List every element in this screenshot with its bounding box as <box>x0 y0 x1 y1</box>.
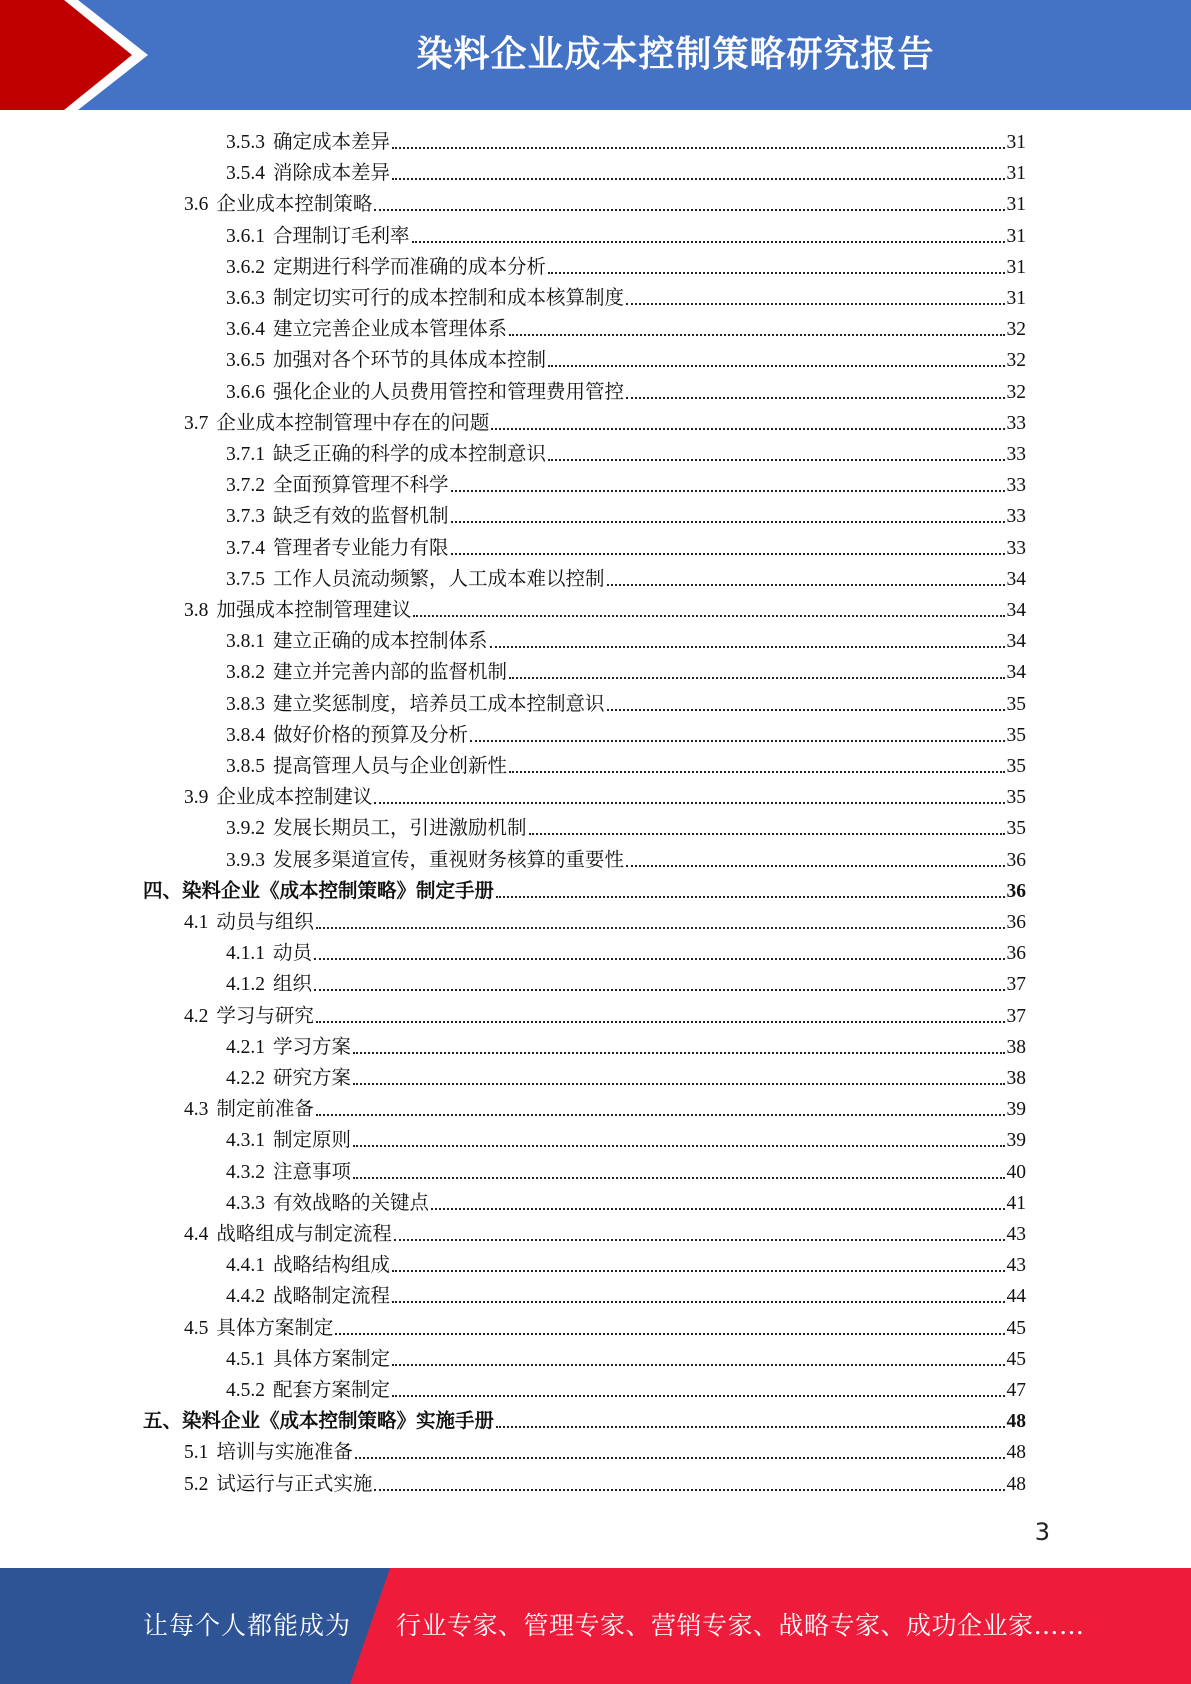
toc-dot-leader <box>509 334 1004 336</box>
toc-entry-number: 4.3.3 <box>226 1192 265 1214</box>
toc-entry-number: 3.8.2 <box>226 662 265 684</box>
toc-entry[interactable] <box>226 439 1026 470</box>
toc-entry-page: 31 <box>1006 288 1026 309</box>
page-footer <box>0 1568 1191 1684</box>
toc-entry-page: 35 <box>1006 756 1026 777</box>
toc-entry-title: 战略组成与制定流程 <box>216 1224 392 1245</box>
toc-entry-title: 动员 <box>273 943 313 965</box>
toc-entry-number: 4.4.1 <box>226 1255 265 1277</box>
toc-entry-number: 3.8.3 <box>226 693 265 715</box>
toc-entry-page: 32 <box>1006 350 1026 372</box>
toc-entry-number: 4.1 <box>184 912 209 933</box>
toc-entry[interactable] <box>184 1001 1026 1032</box>
toc-dot-leader <box>413 615 1004 617</box>
page-header <box>0 0 1191 110</box>
toc-entry-number: 四、 <box>143 880 183 902</box>
toc-entry-title: 企业成本控制策略 <box>216 194 373 216</box>
toc-dot-leader <box>355 1457 1005 1459</box>
toc-entry-title: 培训与实施准备 <box>216 1442 353 1464</box>
footer-slogan-left: 让每个人都能成为 <box>143 1611 352 1640</box>
toc-entry-title: 建立奖惩制度，培养员工成本控制意识 <box>273 693 605 715</box>
toc-entry-title: 定期进行科学而准确的成本分析 <box>273 256 547 278</box>
toc-entry[interactable] <box>226 283 1026 314</box>
toc-dot-leader <box>353 1177 1004 1179</box>
toc-entry-title: 学习与研究 <box>216 1005 314 1027</box>
toc-entry-title: 缺乏有效的监督机制 <box>273 506 449 528</box>
toc-entry-title: 企业成本控制管理中存在的问题 <box>216 412 490 434</box>
toc-entry[interactable] <box>226 1375 1026 1406</box>
toc-entry[interactable] <box>226 626 1026 657</box>
toc-entry[interactable] <box>226 314 1026 345</box>
document-title: 染料企业成本控制策略研究报告 <box>416 34 935 75</box>
toc-dot-leader <box>490 646 1005 648</box>
toc-entry-number: 5.1 <box>184 1442 209 1464</box>
toc-entry-number: 4.2.1 <box>226 1036 265 1058</box>
toc-entry-number: 3.6.4 <box>226 319 265 341</box>
toc-entry[interactable] <box>143 876 1026 907</box>
toc-entry-page: 45 <box>1006 1317 1026 1339</box>
toc-entry-number: 4.3.1 <box>226 1130 265 1152</box>
toc-dot-leader <box>374 209 1004 211</box>
toc-entry-page: 33 <box>1006 506 1026 528</box>
toc-entry-title: 动员与组织 <box>216 912 314 933</box>
toc-entry-page: 45 <box>1006 1348 1026 1370</box>
toc-dot-leader <box>626 865 1004 867</box>
toc-entry[interactable] <box>226 1250 1026 1281</box>
toc-entry-number: 3.6.3 <box>226 288 265 309</box>
toc-entry[interactable] <box>226 1157 1026 1188</box>
toc-entry-number: 3.7.1 <box>226 444 265 465</box>
toc-dot-leader <box>394 1239 1005 1241</box>
toc-entry-page: 34 <box>1006 600 1026 621</box>
toc-dot-leader <box>374 802 1004 804</box>
toc-dot-leader <box>353 1052 1004 1054</box>
toc-entry-page: 48 <box>1006 1411 1026 1433</box>
toc-dot-leader <box>529 833 1005 835</box>
toc-entry-title: 试运行与正式实施 <box>216 1473 373 1495</box>
toc-entry-number: 3.8.4 <box>226 724 265 746</box>
toc-entry-page: 39 <box>1006 1130 1026 1152</box>
toc-entry-number: 3.8.5 <box>226 756 265 777</box>
toc-dot-leader <box>392 1270 1004 1272</box>
toc-entry-page: 37 <box>1006 974 1026 996</box>
toc-dot-leader <box>335 1333 1004 1335</box>
toc-entry-page: 36 <box>1006 880 1026 902</box>
toc-dot-leader <box>451 553 1005 555</box>
toc-entry-page: 43 <box>1006 1224 1026 1245</box>
toc-entry-number: 4.5.1 <box>226 1348 265 1370</box>
toc-entry-page: 32 <box>1006 319 1026 341</box>
toc-dot-leader <box>548 272 1004 274</box>
chevron-arrow-icon <box>0 0 150 110</box>
toc-entry-number: 3.8 <box>184 600 209 621</box>
toc-dot-leader <box>412 241 1005 243</box>
toc-entry[interactable] <box>226 813 1026 844</box>
toc-entry[interactable] <box>226 1032 1026 1063</box>
toc-entry-number: 3.9 <box>184 787 209 809</box>
toc-entry-number: 3.6.2 <box>226 256 265 278</box>
toc-entry[interactable] <box>226 345 1026 376</box>
toc-dot-leader <box>451 490 1005 492</box>
toc-entry-number: 5.2 <box>184 1473 209 1495</box>
toc-entry-title: 制定原则 <box>273 1130 352 1152</box>
toc-entry-number: 3.7.3 <box>226 506 265 528</box>
toc-entry-number: 4.1.1 <box>226 943 265 965</box>
toc-entry-page: 40 <box>1006 1161 1026 1183</box>
toc-entry-page: 38 <box>1006 1068 1026 1089</box>
toc-entry-number: 4.1.2 <box>226 974 265 996</box>
toc-dot-leader <box>509 771 1004 773</box>
toc-entry-title: 提高管理人员与企业创新性 <box>273 756 508 777</box>
toc-entry-page: 31 <box>1006 256 1026 278</box>
toc-entry-title: 学习方案 <box>273 1036 352 1058</box>
toc-entry-title: 建立正确的成本控制体系 <box>273 631 488 653</box>
toc-entry-number: 3.6.6 <box>226 381 265 403</box>
toc-entry[interactable] <box>226 720 1026 751</box>
toc-dot-leader <box>548 459 1004 461</box>
toc-entry-title: 企业成本控制建议 <box>216 787 373 809</box>
toc-entry[interactable] <box>226 1125 1026 1156</box>
toc-dot-leader <box>431 1208 1004 1210</box>
toc-entry[interactable] <box>184 782 1026 813</box>
toc-entry-title: 缺乏正确的科学的成本控制意识 <box>273 444 547 465</box>
toc-entry-number: 五、 <box>143 1411 183 1433</box>
toc-dot-leader <box>353 1145 1004 1147</box>
toc-entry-page: 48 <box>1006 1442 1026 1464</box>
toc-entry-page: 36 <box>1006 943 1026 965</box>
toc-entry-number: 4.3.2 <box>226 1161 265 1183</box>
toc-entry-page: 34 <box>1006 568 1026 590</box>
toc-entry-title: 消除成本差异 <box>273 163 391 185</box>
toc-entry[interactable] <box>226 751 1026 782</box>
toc-entry[interactable] <box>226 938 1026 969</box>
toc-entry-number: 4.2.2 <box>226 1068 265 1089</box>
toc-entry[interactable] <box>226 564 1026 595</box>
toc-entry-page: 43 <box>1006 1255 1026 1277</box>
toc-entry-page: 35 <box>1006 787 1026 809</box>
toc-entry-page: 48 <box>1006 1473 1026 1495</box>
toc-entry-title: 发展长期员工，引进激励机制 <box>273 818 527 840</box>
toc-entry-page: 39 <box>1006 1099 1026 1121</box>
toc-dot-leader <box>626 303 1004 305</box>
toc-dot-leader <box>316 1021 1005 1023</box>
toc-entry[interactable] <box>226 689 1026 720</box>
toc-entry[interactable] <box>226 1281 1026 1312</box>
toc-dot-leader <box>491 428 1004 430</box>
toc-dot-leader <box>316 927 1005 929</box>
toc-entry-page: 38 <box>1006 1036 1026 1058</box>
toc-entry[interactable] <box>226 845 1026 876</box>
toc-entry-page: 31 <box>1006 225 1026 247</box>
toc-entry-page: 35 <box>1006 724 1026 746</box>
toc-entry-page: 36 <box>1006 849 1026 871</box>
toc-entry-title: 具体方案制定 <box>273 1348 391 1370</box>
toc-entry-page: 34 <box>1006 631 1026 653</box>
toc-entry-title: 加强成本控制管理建议 <box>216 600 412 621</box>
toc-entry-number: 4.4.2 <box>226 1286 265 1308</box>
toc-dot-leader <box>470 740 1004 742</box>
toc-dot-leader <box>316 1114 1005 1116</box>
toc-entry-number: 3.7.2 <box>226 475 265 497</box>
toc-entry-number: 3.7.5 <box>226 568 265 590</box>
toc-entry-title: 染料企业《成本控制策略》实施手册 <box>182 1411 495 1433</box>
toc-entry-page: 33 <box>1006 444 1026 465</box>
toc-entry-page: 32 <box>1006 381 1026 403</box>
toc-entry[interactable] <box>184 1313 1026 1344</box>
toc-entry-title: 制定前准备 <box>216 1099 314 1121</box>
toc-entry-title: 全面预算管理不科学 <box>273 475 449 497</box>
toc-dot-leader <box>496 1426 1004 1428</box>
toc-entry-title: 组织 <box>273 974 313 996</box>
toc-entry[interactable] <box>184 907 1026 938</box>
toc-entry-title: 注意事项 <box>273 1161 352 1183</box>
toc-entry-number: 3.5.4 <box>226 163 265 185</box>
toc-entry-title: 确定成本差异 <box>273 132 391 153</box>
toc-entry[interactable] <box>184 189 1026 220</box>
toc-entry-page: 33 <box>1006 412 1026 434</box>
toc-dot-leader <box>496 896 1004 898</box>
toc-entry[interactable] <box>226 158 1026 189</box>
toc-entry-title: 有效战略的关键点 <box>273 1192 430 1214</box>
toc-entry[interactable] <box>184 1219 1026 1250</box>
toc-entry[interactable] <box>184 595 1026 626</box>
toc-entry[interactable] <box>226 1063 1026 1094</box>
toc-dot-leader <box>314 958 1004 960</box>
toc-entry[interactable] <box>184 1469 1026 1500</box>
toc-dot-leader <box>392 1301 1004 1303</box>
toc-entry-page: 47 <box>1006 1380 1026 1401</box>
toc-entry[interactable] <box>226 533 1026 564</box>
toc-entry-number: 4.4 <box>184 1224 209 1245</box>
toc-entry[interactable] <box>184 1437 1026 1468</box>
toc-dot-leader <box>509 677 1004 679</box>
toc-dot-leader <box>392 1395 1004 1397</box>
toc-entry[interactable] <box>226 127 1026 158</box>
toc-entry-number: 4.5 <box>184 1317 209 1339</box>
toc-entry[interactable] <box>226 470 1026 501</box>
toc-entry-title: 建立并完善内部的监督机制 <box>273 662 508 684</box>
footer-slogan-right: 行业专家、管理专家、营销专家、战略专家、成功企业家…… <box>396 1611 1085 1640</box>
toc-entry-number: 3.9.2 <box>226 818 265 840</box>
toc-entry-title: 工作人员流动频繁，人工成本难以控制 <box>273 568 605 590</box>
toc-entry-number: 3.8.1 <box>226 631 265 653</box>
toc-entry-title: 做好价格的预算及分析 <box>273 724 469 746</box>
toc-entry-title: 战略结构组成 <box>273 1255 391 1277</box>
toc-entry-page: 41 <box>1006 1192 1026 1214</box>
toc-entry-title: 加强对各个环节的具体成本控制 <box>273 350 547 372</box>
toc-entry[interactable] <box>226 1188 1026 1219</box>
toc-entry-number: 3.6 <box>184 194 209 216</box>
toc-dot-leader <box>607 584 1005 586</box>
toc-entry-title: 发展多渠道宣传，重视财务核算的重要性 <box>273 849 625 871</box>
toc-entry-title: 建立完善企业成本管理体系 <box>273 319 508 341</box>
toc-entry[interactable] <box>226 221 1026 252</box>
toc-dot-leader <box>392 1364 1004 1366</box>
toc-entry-title: 强化企业的人员费用管控和管理费用管控 <box>273 381 625 403</box>
toc-entry[interactable] <box>226 969 1026 1000</box>
toc-entry-page: 33 <box>1006 475 1026 497</box>
toc-entry-title: 战略制定流程 <box>273 1286 391 1308</box>
toc-entry-page: 37 <box>1006 1005 1026 1027</box>
toc-entry-page: 36 <box>1006 912 1026 933</box>
toc-entry-number: 3.9.3 <box>226 849 265 871</box>
toc-entry[interactable] <box>226 252 1026 283</box>
page-number: 3 <box>1034 1518 1050 1546</box>
toc-entry[interactable] <box>226 657 1026 688</box>
toc-entry-page: 34 <box>1006 662 1026 684</box>
toc-entry-title: 制定切实可行的成本控制和成本核算制度 <box>273 288 625 309</box>
toc-entry[interactable] <box>226 1344 1026 1375</box>
toc-entry-title: 配套方案制定 <box>273 1380 391 1401</box>
toc-entry-number: 3.7 <box>184 412 209 434</box>
toc-entry-title: 合理制订毛利率 <box>273 225 410 247</box>
toc-entry-page: 44 <box>1006 1286 1026 1308</box>
toc-entry[interactable] <box>184 408 1026 439</box>
toc-entry-number: 4.3 <box>184 1099 209 1121</box>
toc-entry-page: 31 <box>1006 163 1026 185</box>
toc-entry-title: 具体方案制定 <box>216 1317 334 1339</box>
toc-entry-number: 3.6.1 <box>226 225 265 247</box>
toc-dot-leader <box>353 1083 1004 1085</box>
toc-entry[interactable] <box>184 1094 1026 1125</box>
toc-entry-title: 研究方案 <box>273 1068 352 1089</box>
toc-entry[interactable] <box>226 377 1026 408</box>
toc-entry-number: 4.2 <box>184 1005 209 1027</box>
toc-entry[interactable] <box>226 501 1026 532</box>
toc-entry-page: 33 <box>1006 537 1026 559</box>
toc-dot-leader <box>626 397 1004 399</box>
toc-dot-leader <box>607 709 1005 711</box>
toc-entry-title: 染料企业《成本控制策略》制定手册 <box>182 880 495 902</box>
toc-entry-page: 35 <box>1006 693 1026 715</box>
toc-entry-number: 3.5.3 <box>226 132 265 153</box>
toc-dot-leader <box>392 147 1004 149</box>
toc-dot-leader <box>392 178 1004 180</box>
toc-entry-page: 31 <box>1006 132 1026 153</box>
toc-entry[interactable] <box>143 1406 1026 1437</box>
toc-entry-title: 管理者专业能力有限 <box>273 537 449 559</box>
toc-entry-number: 4.5.2 <box>226 1380 265 1401</box>
toc-entry-number: 3.7.4 <box>226 537 265 559</box>
toc-dot-leader <box>374 1489 1004 1491</box>
toc-dot-leader <box>548 365 1004 367</box>
toc-dot-leader <box>451 521 1005 523</box>
toc-entry-page: 35 <box>1006 818 1026 840</box>
toc-entry-page: 31 <box>1006 194 1026 216</box>
toc-entry-number: 3.6.5 <box>226 350 265 372</box>
toc-dot-leader <box>314 989 1004 991</box>
